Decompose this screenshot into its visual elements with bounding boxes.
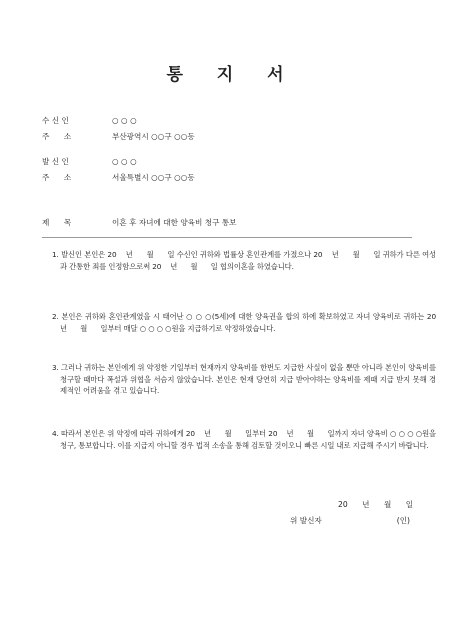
recipient-label: 수 신 인	[42, 116, 69, 125]
recipient-address-label: 주 소	[42, 132, 72, 141]
subject-divider	[42, 237, 412, 238]
recipient-name: ○ ○ ○	[112, 116, 137, 125]
document-title: 통 지 서	[166, 65, 298, 85]
subject-row	[42, 218, 237, 228]
subject-label: 제 목	[42, 218, 72, 227]
signature-line	[290, 515, 410, 526]
sender-address-label: 주 소	[42, 173, 72, 182]
recipient-address: 부산광역시 ○○구 ○○동	[112, 132, 195, 141]
paragraph-2: 2. 본인은 귀하와 혼인관계였을 시 태어난 ○ ○ ○(5세)에 대한 양육권을 합의 하에 확보하였고 자녀 양육비로 귀하는 20 년 월 일부터 매달 ○ ○ ○ ○원을 지급하기로 약정하였습니다.	[52, 312, 445, 333]
paragraph-4: 4. 따라서 본인은 위 약정에 따라 귀하에게 20 년 월 일부터 20 년 월 일까지 자녀 양육비 ○ ○ ○ ○원을 청구, 통보합니다. 이를 지급지 아니할 경우 법적 소송을 통해 검토할 것이오니 빠른 시일 내로 지급해 주시기 바랍니다.	[52, 429, 439, 450]
subject-text: 이혼 후 자녀에 대한 양육비 청구 통보	[112, 218, 237, 227]
paragraph-1: 1. 발신인 본인은 20 년 월 일 수신인 귀하와 법률상 혼인관계를 가졌으나 20 년 월 일 귀하가 다른 여성과 간통한 죄를 인정함으로써 20 년 월 일 협의이혼을 하였습니다.	[52, 250, 436, 271]
sender-address: 서울특별시 ○○구 ○○동	[112, 173, 195, 182]
sender-name-row	[42, 157, 137, 167]
paragraph-3: 3. 그러나 귀하는 본인에게 위 약정한 기일부터 현재까지 양육비를 한번도 지급한 사실이 없을 뿐만 아니라 본인이 양육비를 청구할 때마다 폭설과 위협을 서슴지 않았습니다. 본인은 현재 당연히 지급 받아야하는 양육비를 제때 지급 받지 못해 경제적인 어려움을 겪고 있습니다.	[52, 363, 439, 395]
recipient-name-row	[42, 116, 137, 126]
sender-label: 발 신 인	[42, 157, 69, 166]
signature-label: 위 발신자	[290, 516, 322, 525]
issue-date: 20 년 월 일	[338, 500, 414, 509]
recipient-address-row	[42, 132, 195, 142]
sender-name: ○ ○ ○	[112, 157, 137, 166]
seal-mark: (인)	[396, 516, 410, 525]
sender-address-row	[42, 173, 195, 183]
